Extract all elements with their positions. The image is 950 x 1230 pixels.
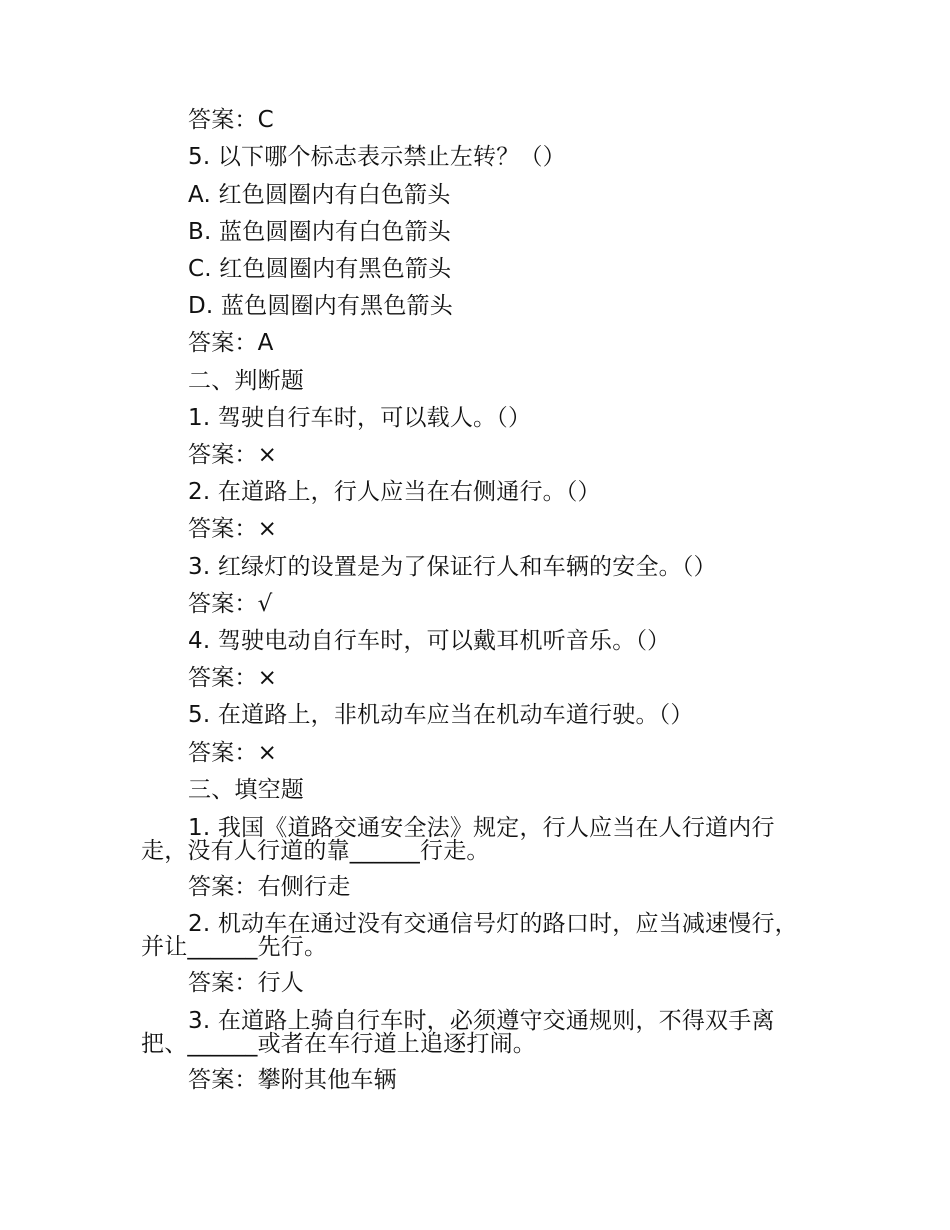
answer-tf-5: 答案：×: [188, 740, 278, 766]
question-tf-5: 5. 在道路上，非机动车应当在机动车道行驶。（）: [188, 702, 694, 728]
option-c: C. 红色圆圈内有黑色箭头: [188, 256, 452, 282]
answer-tf-4: 答案：×: [188, 665, 278, 691]
answer-mc-4: 答案：C: [188, 107, 274, 133]
section-heading-true-false: 二、判断题: [188, 368, 304, 394]
answer-tf-2: 答案：×: [188, 516, 278, 542]
question-fill-2: 2. 机动车在通过没有交通信号灯的路口时，应当减速慢行，并让______先行。: [141, 911, 798, 960]
question-tf-3: 3. 红绿灯的设置是为了保证行人和车辆的安全。（）: [188, 554, 717, 580]
section-heading-fill-blank: 三、填空题: [188, 777, 304, 803]
answer-fill-2: 答案：行人: [188, 970, 304, 996]
option-d: D. 蓝色圆圈内有黑色箭头: [188, 293, 453, 319]
question-fill-3: 3. 在道路上骑自行车时，必须遵守交通规则，不得双手离把、______或者在车行道上追逐打闹。: [141, 1008, 775, 1057]
answer-tf-1: 答案：×: [188, 442, 278, 468]
question-fill-1: 1. 我国《道路交通安全法》规定，行人应当在人行道内行走，没有人行道的靠______行走。: [141, 815, 775, 864]
question-mc-5: 5. 以下哪个标志表示禁止左转？（）: [188, 144, 566, 170]
answer-fill-3: 答案：攀附其他车辆: [188, 1067, 397, 1093]
option-a: A. 红色圆圈内有白色箭头: [188, 182, 451, 208]
answer-mc-5: 答案：A: [188, 330, 274, 356]
question-tf-1: 1. 驾驶自行车时，可以载人。（）: [188, 405, 532, 431]
question-tf-4: 4. 驾驶电动自行车时，可以戴耳机听音乐。（）: [188, 628, 671, 654]
option-b: B. 蓝色圆圈内有白色箭头: [188, 219, 452, 245]
answer-tf-3: 答案：√: [188, 591, 273, 617]
question-tf-2: 2. 在道路上，行人应当在右侧通行。（）: [188, 479, 601, 505]
answer-fill-1: 答案：右侧行走: [188, 874, 351, 900]
